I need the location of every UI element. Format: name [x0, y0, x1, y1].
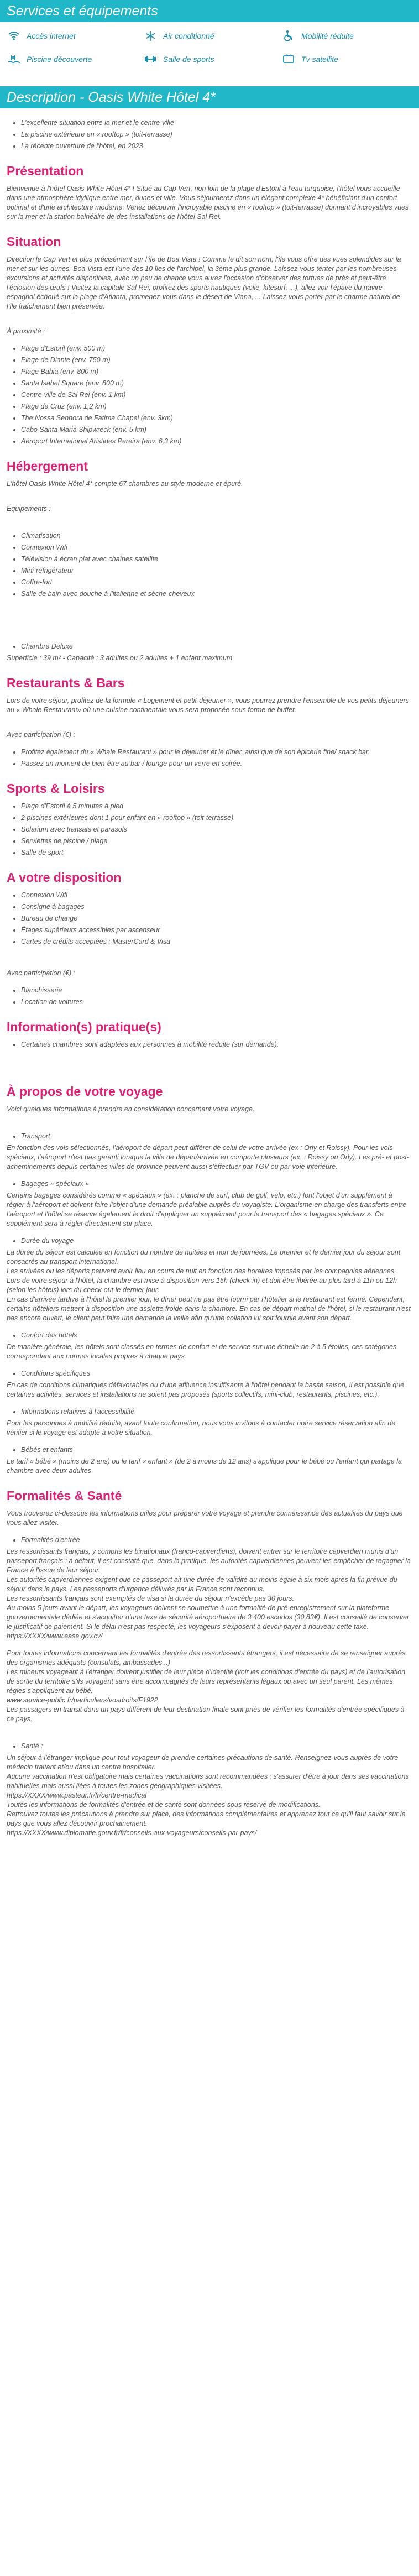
list-item: • Serviettes de piscine / plage [21, 837, 411, 846]
hebergement-heading: Hébergement [7, 459, 88, 473]
amenity-gym [143, 52, 281, 66]
list-item: • Étages supérieurs accessibles par ascenseur [21, 926, 411, 935]
list-item: • Santa Isabel Square (env. 800 m) [21, 379, 411, 388]
access-label: • Informations relatives à l'accessibilité [21, 1407, 411, 1417]
disposition-paying-label: Avec participation (€) : [7, 969, 76, 977]
confort-text: De manière générale, les hôtels sont classés en termes de confort et de service sur une échelle de 2 à 5 étoiles, ces catégories correspondant aux normes locales propres à chaque pays. [7, 1343, 397, 1360]
equipments-list [7, 531, 411, 599]
access-label-list [7, 1407, 411, 1417]
formalites-label-list [7, 1535, 411, 1545]
amenity-aircon [143, 29, 281, 43]
access-text: Pour les personnes à mobilité réduite, avant toute confirmation, nous vous invitons à contacter notre service réservation afin de vérifier si le voyage est adapté à votre situation. [7, 1419, 396, 1436]
transport-label-list [7, 1132, 411, 1141]
list-item: • Plage d'Estoril (env. 500 m) [21, 344, 411, 353]
sante-label: • Santé : [21, 1742, 411, 1751]
amenity-mobility [281, 29, 417, 43]
proximity-label: À proximité : [7, 327, 45, 335]
restaurants-paying-list [7, 748, 411, 769]
list-item: • Plage de Cruz (env. 1,2 km) [21, 402, 411, 411]
room-details: Superficie : 39 m² - Capacité : 3 adultes ou 2 adultes + 1 enfant maximum [7, 654, 233, 662]
bebes-label-list [7, 1445, 411, 1455]
amenity-pool [7, 52, 143, 66]
informations-list [7, 1040, 411, 1049]
apropos-heading: À propos de votre voyage [7, 1084, 163, 1099]
list-item: • La récente ouverture de l'hôtel, en 2023 [21, 142, 411, 151]
list-item: • Plage d'Estoril à 5 minutes à pied [21, 802, 411, 811]
wifi-icon [7, 30, 21, 42]
restaurants-text: Lors de votre séjour, profitez de la formule « Logement et petit-déjeuner », vous pourrez prendre l'ensemble de vos petits déjeuners au « Whale Restaurant» où une cuisine continentale vous sera proposée sous forme de buffet. [7, 697, 409, 714]
list-item: • La piscine extérieure en « rooftop » (toit-terrasse) [21, 130, 411, 139]
presentation-heading: Présentation [7, 164, 84, 178]
content [0, 108, 419, 1838]
list-item: • Aéroport International Aristides Pereira (env. 6,3 km) [21, 437, 411, 446]
wheelchair-icon [281, 30, 296, 42]
confort-label: • Confort des hôtels [21, 1331, 411, 1340]
disposition-paying-list [7, 986, 411, 1007]
formalites-intro: Vous trouverez ci-dessous les informations utiles pour préparer votre voyage et prendre connaissance des actualités du pays que vous allez visiter. [7, 1509, 403, 1527]
list-item: • Climatisation [21, 531, 411, 541]
transport-text: En fonction des vols sélectionnés, l'aéroport de départ peut différer de celui de votre arrivée (ex : Orly et Roissy). Pour les vols spéciaux, l'aéroport n'est pas garanti lorsque la ville de départ/arrivée en comporte plusieurs (ex. : Roissy ou Orly). Les pré- et post- acheminements depuis certaines villes de province peuvent aussi s'effectuer par TGV ou par voie intérieure. [7, 1144, 410, 1171]
list-item: • Connexion Wifi [21, 891, 411, 900]
hebergement-text: L'hôtel Oasis White Hôtel 4* compte 67 chambres au style moderne et épuré. [7, 480, 243, 488]
list-item: • Location de voitures [21, 997, 411, 1007]
list-item: • Centre-ville de Sal Rei (env. 1 km) [21, 390, 411, 400]
amenity-label: Salle de sports [163, 54, 214, 64]
conditions-label: • Conditions spécifiques [21, 1369, 411, 1378]
amenity-tv [281, 52, 417, 66]
list-item: • Salle de bain avec douche à l'italienne et sèche-cheveux [21, 589, 411, 599]
formalites-label: • Formalités d'entrée [21, 1535, 411, 1545]
disposition-heading: A votre disposition [7, 870, 122, 885]
presentation-text: Bienvenue à l'hôtel Oasis White Hôtel 4* ! Situé au Cap Vert, non loin de la plage d'Estoril à l'eau turquoise, l'hôtel vous accueille dans une atmosphère idyllique entre mer, dunes et ville. Vous séjournerez dans un élégant complexe 4* bénéficiant d'un confort optimal et d'une architecture moderne. Venez découvrir l'incroyable piscine en « rooftop » (toit-terrasse) donnant d'incroyables vues sur la mer et la station balnéaire de des installations de l'hôtel Sal Rei. [7, 185, 409, 221]
formalites-heading: Formalités & Santé [7, 1488, 122, 1503]
confort-label-list [7, 1331, 411, 1340]
duree-text: La durée du séjour est calculée en fonction du nombre de nuitées et non de journées. Le premier et le dernier jour du séjour sont consacrés au transport international. Les arrivées ou les départs peuvent avoir lieu en cours de nuit en fonction des horaires imposés par les compagnies aériennes. Lors de votre séjour à l'hôtel, la chambre est mise à disposition vers 15h (check-in) et doit être libérée au plus tard à 11h ou 12h (selon les hôtels) lors du check-out le dernier jour. En cas d'arrivée tardive à l'hôtel le premier jour, le dîner peut ne pas être fourni par l'hôtelier si le restaurant est fermé. Cependant, certains hôteliers mettent à disposition une assiette froide dans la chambre. En cas de départ matinal de l'hôtel, si le restaurant n'est pas encore ouvert, le client peut faire une demande la veille afin qu'une collation lui soit fournie avant son départ. [7, 1248, 411, 1322]
list-item: • Plage de Diante (env. 750 m) [21, 356, 411, 365]
list-item: • Connexion Wifi [21, 543, 411, 552]
list-item: • Mini-réfrigérateur [21, 566, 411, 576]
bagages-label-list [7, 1179, 411, 1189]
list-item: • Coffre-fort [21, 578, 411, 587]
list-item: • Plage Bahia (env. 800 m) [21, 367, 411, 377]
sante-text: Un séjour à l'étranger implique pour tout voyageur de prendre certaines précautions de santé. Renseignez-vous auprès de votre médecin traitant et/ou dans un centre hospitalier. Aucune vaccination n'est obligatoire mais certaines vaccinations sont recommandées ; s'assurer d'être à jour dans ses vaccinations habituelles mais aussi liées à toutes les zones géographiques visitées. https://XXXX/www.pasteur.fr/fr/centre-medical Toutes les informations de formalités d'entrée et de santé sont données sous réserve de modifications. Retrouvez toutes les précautions à prendre sur place, des informations complémentaires et apprenez tout ce qu'il faut savoir sur le pays que vous allez découvrir prochainement. https://XXXX/www.diplomatie.gouv.fr/fr/conseils-aux-voyageurs/conseils-par-pays/ [7, 1754, 409, 1837]
proximity-list [7, 344, 411, 446]
list-item: • The Nossa Senhora de Fatima Chapel (env. 3km) [21, 414, 411, 423]
informations-heading: Information(s) pratique(s) [7, 1020, 161, 1034]
situation-heading: Situation [7, 234, 61, 249]
amenity-label: Mobilité réduite [301, 31, 354, 40]
list-item: • Certaines chambres sont adaptées aux personnes à mobilité réduite (sur demande). [21, 1040, 411, 1049]
snowflake-icon [143, 30, 158, 42]
list-item: • L'excellente situation entre la mer et le centre-ville [21, 118, 411, 128]
sports-heading: Sports & Loisirs [7, 781, 105, 796]
services-title: Services et équipements [0, 0, 419, 22]
duree-label-list [7, 1236, 411, 1246]
pool-icon [7, 53, 21, 65]
duree-label: • Durée du voyage [21, 1236, 411, 1246]
list-item: • Profitez également du « Whale Restaurant » pour le déjeuner et le dîner, ainsi que de son épicerie fine/ snack bar. [21, 748, 411, 757]
situation-text: Direction le Cap Vert et plus précisément sur l'île de Boa Vista ! Comme le dit son nom, l'île vous offre des vues splendides sur la mer et sur les dunes. Boa Vista est l'une des 10 îles de l'archipel, la 3ème plus grande. Laissez-vous tenter par les nombreuses excursions et activités disponibles, avec un peu de chance vous aurez l'occasion d'observer des tortues de près et peut-être l'éclosion des œufs ! Visitez la capitale Sal Rei, profitez des sports nautiques (voile, kitesurf, ...), allez voir l'épave du navire espagnol échoué sur la plage d'Atlanta, promenez-vous dans le désert de Viana, ... Laissez-vous porter par le charme naturel de l'île fraîchement bien préservée. [7, 255, 401, 310]
formalites-text-2: Pour toutes informations concernant les formalités d'entrée des ressortissants étrangers, il est nécessaire de se renseigner auprès des organismes adéquats (consulats, ambassades...) Les mineurs voyageant à l'étranger doivent justifier de leur pièce d'identité (voir les conditions d'entrée du pays) et de l'autorisation de sortie du territoire s'ils voyagent sans être accompagnés de leurs représentants légaux ou avec un seul parent. Les mêmes règles s'appliquent au bébé. www.service-public.fr/particuliers/vosdroits/F1922 Les passagers en transit dans un pays différent de leur destination finale sont priés de vérifier les formalités d'entrée spécifiques à ce pays. [7, 1649, 406, 1723]
equipments-label: Équipements : [7, 505, 51, 513]
transport-label: • Transport [21, 1132, 411, 1141]
room-type-list [7, 642, 411, 651]
dumbbell-icon [143, 53, 158, 65]
amenity-internet [7, 29, 143, 43]
highlights-list [7, 118, 411, 151]
bagages-text: Certains bagages considérés comme « spéciaux » (ex. : planche de surf, club de golf, vélo, etc.) font l'objet d'un supplément à régler à l'aéroport et doivent faire l'objet d'une demande préalable auprès du voyagiste. L'organisme en charge des transferts entre l'aéroport et l'hôtel se réserve également le droit d'appliquer un supplément pour le transport des « bagages spéciaux ». Ce supplément sera à régler directement sur place. [7, 1192, 407, 1227]
list-item: • Blanchisserie [21, 986, 411, 995]
sante-label-list [7, 1742, 411, 1751]
sports-list [7, 802, 411, 858]
bebes-label: • Bébés et enfants [21, 1445, 411, 1455]
list-item: • Passez un moment de bien-être au bar / lounge pour un verre en soirée. [21, 759, 411, 769]
list-item: • Cartes de crédits acceptées : MasterCard & Visa [21, 937, 411, 947]
room-type: • Chambre Deluxe [21, 642, 411, 651]
formalites-text: Les ressortissants français, y compris les binationaux (franco-capverdiens), doivent entrer sur le territoire capverdien munis d'un passeport français : à défaut, il est constaté que, dans la pratique, les autorités capverdiennes peuvent les empêcher de regagner la France à l'issue de leur séjour. Les autorités capverdiennes exigent que ce passeport ait une durée de validité au moins égale à six mois après la fin prévue du séjour dans le pays. Les passeports d'urgence délivrés par la France sont reconnus. Les ressortissants français sont exemptés de visa si la durée du séjour n'excède pas 30 jours. Au moins 5 jours avant le départ, les voyageurs doivent se soumettre à une formalité de pré-enregistrement sur la plateforme gouvernementale dédiée et s'acquitter d'une taxe de sécurité aéroportuaire de 3 400 escudos (30,83€). Il est conseillé de conserver le justificatif de paiement. Si le délai n'est pas respecté, les voyageurs s'exposent à devoir payer à nouveau cette taxe. https://XXXX/www.ease.gov.cv/ [7, 1548, 411, 1640]
conditions-text: En cas de conditions climatiques défavorables ou d'une affluence insuffisante à l'hôtel pendant la basse saison, il est possible que certaines activités, services et installations ne soient pas proposés (sports collectifs, mini-club, restaurants, piscines, etc.). [7, 1381, 405, 1398]
conditions-label-list [7, 1369, 411, 1378]
bagages-label: • Bagages « spéciaux » [21, 1179, 411, 1189]
bebes-text: Le tarif « bébé » (moins de 2 ans) ou le tarif « enfant » (de 2 à moins de 12 ans) s'applique pour le bébé ou l'enfant qui partage la chambre avec deux adultes [7, 1457, 402, 1475]
restaurants-heading: Restaurants & Bars [7, 676, 125, 690]
list-item: • Consigne à bagages [21, 902, 411, 912]
list-item: • Télévision à écran plat avec chaînes satellite [21, 555, 411, 564]
amenity-label: Tv satellite [301, 54, 338, 64]
description-title: Description - Oasis White Hôtel 4* [0, 86, 419, 108]
tv-icon [281, 53, 296, 65]
amenity-label: Air conditionné [163, 31, 214, 40]
list-item: • 2 piscines extérieures dont 1 pour enfant en « rooftop » (toit-terrasse) [21, 813, 411, 823]
amenity-label: Accès internet [27, 31, 76, 40]
list-item: • Bureau de change [21, 914, 411, 923]
list-item: • Solarium avec transats et parasols [21, 825, 411, 834]
amenities-grid [0, 22, 419, 66]
disposition-list [7, 891, 411, 947]
apropos-intro: Voici quelques informations à prendre en considération concernant votre voyage. [7, 1105, 255, 1113]
amenity-label: Piscine découverte [27, 54, 92, 64]
restaurants-paying-label: Avec participation (€) : [7, 731, 76, 739]
list-item: • Cabo Santa Maria Shipwreck (env. 5 km) [21, 425, 411, 435]
list-item: • Salle de sport [21, 848, 411, 858]
